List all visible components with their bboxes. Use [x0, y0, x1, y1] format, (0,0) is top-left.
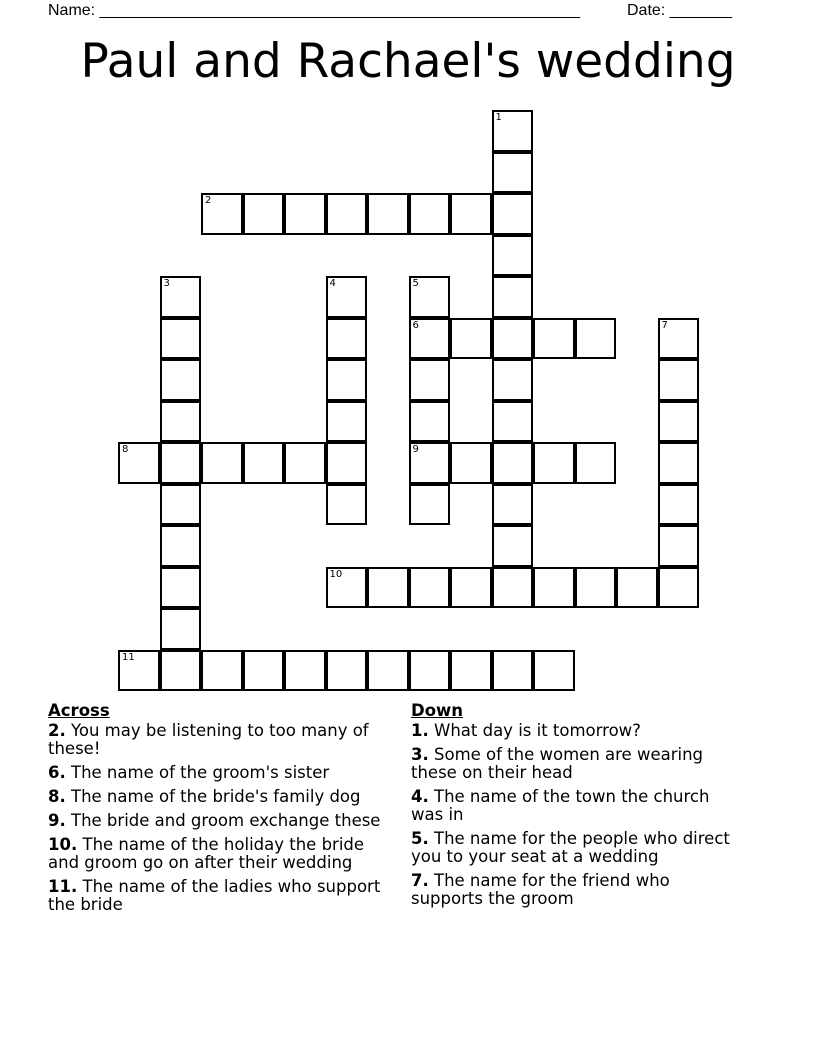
cell-number: 4	[329, 278, 336, 289]
grid-cell[interactable]	[575, 567, 617, 609]
clue-number: 9.	[48, 811, 66, 830]
grid-cell[interactable]	[658, 442, 700, 484]
grid-cell[interactable]	[492, 193, 534, 235]
grid-cell[interactable]	[160, 276, 202, 318]
grid-cell[interactable]	[658, 359, 700, 401]
grid-cell[interactable]	[409, 567, 451, 609]
grid-cell[interactable]	[326, 484, 368, 526]
grid-cell[interactable]	[492, 401, 534, 443]
grid-cell[interactable]	[450, 442, 492, 484]
grid-cell[interactable]	[658, 318, 700, 360]
grid-cell[interactable]	[450, 650, 492, 692]
grid-cell[interactable]	[409, 193, 451, 235]
grid-cell[interactable]	[492, 442, 534, 484]
grid-cell[interactable]	[533, 650, 575, 692]
clue-text: The name of the ladies who support the bride	[48, 877, 381, 914]
grid-cell[interactable]	[616, 567, 658, 609]
grid-cell[interactable]	[160, 567, 202, 609]
grid-cell[interactable]	[284, 650, 326, 692]
grid-cell[interactable]	[243, 442, 285, 484]
grid-cell[interactable]	[492, 276, 534, 318]
clue-text: The name of the groom's sister	[71, 763, 330, 782]
grid-cell[interactable]	[658, 525, 700, 567]
grid-cell[interactable]	[160, 442, 202, 484]
grid-cell[interactable]	[201, 193, 243, 235]
grid-cell[interactable]	[326, 650, 368, 692]
cell-number: 1	[495, 112, 502, 123]
grid-cell[interactable]	[658, 567, 700, 609]
clue-text: What day is it tomorrow?	[434, 721, 641, 740]
name-field[interactable]	[48, 0, 580, 22]
grid-cell[interactable]	[367, 567, 409, 609]
cell-number: 2	[205, 195, 212, 206]
clue-down	[411, 746, 741, 782]
grid-cell[interactable]	[409, 359, 451, 401]
clue-text: You may be listening to too many of these!	[48, 721, 369, 758]
grid-cell[interactable]	[409, 401, 451, 443]
clue-across	[48, 836, 393, 872]
cell-number: 11	[122, 651, 135, 663]
grid-cell[interactable]	[533, 567, 575, 609]
grid-cell[interactable]	[492, 525, 534, 567]
clue-across	[48, 878, 393, 914]
clue-down	[411, 830, 741, 866]
grid-cell[interactable]	[118, 442, 160, 484]
clue-across	[48, 764, 393, 782]
grid-cell[interactable]	[243, 193, 285, 235]
grid-cell[interactable]	[575, 442, 617, 484]
grid-cell[interactable]	[409, 318, 451, 360]
grid-cell[interactable]	[160, 484, 202, 526]
across-heading: Across	[48, 701, 110, 720]
down-clues	[411, 702, 741, 914]
clue-number: 2.	[48, 721, 66, 740]
cell-number: 5	[412, 278, 419, 289]
grid-cell[interactable]	[160, 608, 202, 650]
clue-text: The name for the people who direct you to your seat at a wedding	[411, 829, 730, 866]
grid-cell[interactable]	[367, 650, 409, 692]
clue-number: 1.	[411, 721, 429, 740]
cell-number: 6	[412, 319, 419, 331]
grid-cell[interactable]	[160, 650, 202, 692]
clue-text: The bride and groom exchange these	[71, 811, 381, 830]
grid-cell[interactable]	[367, 193, 409, 235]
clue-across	[48, 788, 393, 806]
grid-cell[interactable]	[533, 442, 575, 484]
grid-cell[interactable]	[409, 442, 451, 484]
grid-cell[interactable]	[326, 442, 368, 484]
grid-cell[interactable]	[492, 650, 534, 692]
grid-cell[interactable]	[326, 359, 368, 401]
grid-cell[interactable]	[492, 318, 534, 360]
grid-cell[interactable]	[409, 276, 451, 318]
grid-cell[interactable]	[160, 318, 202, 360]
grid-cell[interactable]	[492, 152, 534, 194]
clue-down	[411, 722, 741, 740]
cell-number: 3	[163, 278, 170, 289]
clue-number: 8.	[48, 787, 66, 806]
grid-cell[interactable]	[492, 110, 534, 152]
clue-text: Some of the women are wearing these on their head	[411, 745, 704, 782]
grid-cell[interactable]	[409, 650, 451, 692]
grid-cell[interactable]	[492, 235, 534, 277]
grid-cell[interactable]	[409, 484, 451, 526]
cell-number: 7	[661, 319, 668, 331]
grid-cell[interactable]	[492, 359, 534, 401]
grid-cell[interactable]	[284, 193, 326, 235]
clue-number: 4.	[411, 787, 429, 806]
grid-cell[interactable]	[160, 359, 202, 401]
grid-cell[interactable]	[492, 567, 534, 609]
grid-cell[interactable]	[201, 650, 243, 692]
clue-number: 6.	[48, 763, 66, 782]
name-line: ______________________________________________________	[99, 2, 581, 19]
grid-cell[interactable]	[160, 525, 202, 567]
cell-number: 10	[329, 568, 343, 580]
date-label: Date:	[627, 2, 666, 19]
grid-cell[interactable]	[326, 276, 368, 318]
down-heading: Down	[411, 701, 464, 720]
grid-cell[interactable]	[284, 442, 326, 484]
grid-cell[interactable]	[658, 484, 700, 526]
clue-across	[48, 812, 393, 830]
cell-number: 8	[122, 444, 129, 455]
grid-cell[interactable]	[326, 567, 368, 609]
clue-number: 7.	[411, 871, 429, 890]
grid-cell[interactable]	[450, 318, 492, 360]
grid-cell[interactable]	[492, 484, 534, 526]
date-field[interactable]	[627, 0, 732, 22]
grid-cell[interactable]	[450, 567, 492, 609]
grid-cell[interactable]	[326, 193, 368, 235]
clue-text: The name of the bride's family dog	[71, 787, 361, 806]
grid-cell[interactable]	[533, 318, 575, 360]
clue-number: 3.	[411, 745, 429, 764]
clue-down	[411, 872, 741, 908]
grid-cell[interactable]	[118, 650, 160, 692]
page-title: Paul and Rachael's wedding	[80, 34, 736, 89]
grid-cell[interactable]	[326, 318, 368, 360]
clue-number: 5.	[411, 829, 429, 848]
grid-cell[interactable]	[160, 401, 202, 443]
clue-number: 11.	[48, 877, 78, 896]
grid-cell[interactable]	[243, 650, 285, 692]
clue-text: The name of the holiday the bride and groom go on after their wedding	[48, 835, 365, 872]
clue-number: 10.	[48, 835, 78, 854]
clue-text: The name of the town the church was in	[411, 787, 710, 824]
clue-across	[48, 722, 393, 758]
date-line: _______	[669, 2, 732, 19]
clue-down	[411, 788, 741, 824]
grid-cell[interactable]	[575, 318, 617, 360]
clue-text: The name for the friend who supports the groom	[411, 871, 670, 908]
across-clues	[48, 702, 393, 920]
cell-number: 9	[412, 444, 419, 455]
name-label: Name:	[48, 2, 96, 19]
grid-cell[interactable]	[201, 442, 243, 484]
grid-cell[interactable]	[658, 401, 700, 443]
grid-cell[interactable]	[450, 193, 492, 235]
grid-cell[interactable]	[326, 401, 368, 443]
